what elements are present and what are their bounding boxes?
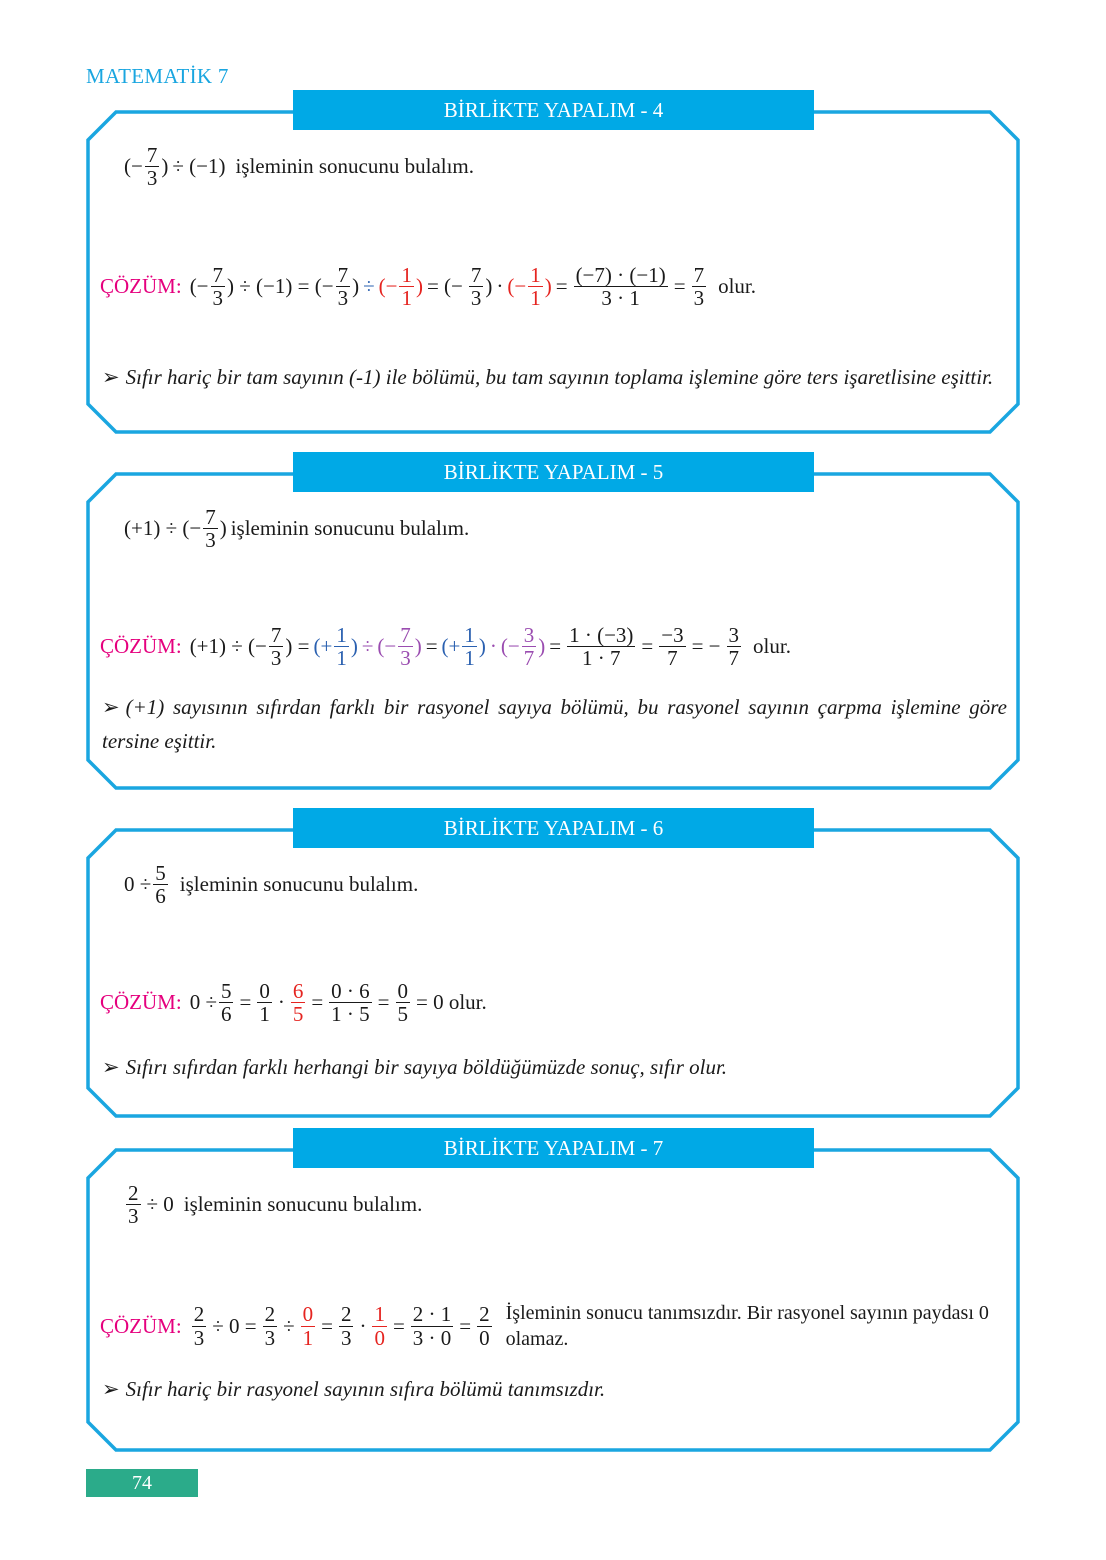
fraction: [257, 980, 272, 1025]
rule-note: [102, 690, 1007, 758]
fraction: [567, 624, 635, 669]
math-text: 2: [193, 1302, 205, 1327]
fraction: [411, 1303, 454, 1348]
fraction-highlight: [528, 264, 543, 309]
math-text: ÷: [361, 634, 374, 659]
math-text: 2: [128, 1181, 139, 1205]
math-text: 1: [530, 263, 541, 287]
fraction-highlight: [334, 624, 349, 669]
math-text: ): [414, 634, 422, 659]
math-text: (+1) ÷ (−: [189, 634, 267, 659]
math-text: 2: [340, 1302, 352, 1327]
math-text: olur.: [753, 634, 791, 659]
math-text: 0: [397, 979, 408, 1003]
math-text: ): [485, 274, 493, 299]
math-text: 0 · 6: [331, 979, 370, 1003]
math-text: 3 · 1: [601, 286, 640, 311]
math-text: ÷: [283, 1313, 295, 1338]
task-line: [124, 862, 418, 907]
rule-note: [102, 1372, 1007, 1406]
task-text: işleminin sonucunu bulalım.: [235, 154, 475, 179]
section-title-banner: BİRLİKTE YAPALIM - 4: [293, 90, 814, 130]
math-text: 1 · 7: [581, 646, 621, 671]
math-text: (−: [189, 274, 209, 299]
math-text: 7: [693, 263, 705, 287]
math-text: 1: [464, 623, 475, 647]
math-text: 5: [155, 861, 166, 885]
math-text: =: [239, 990, 252, 1015]
fraction-highlight: [398, 624, 413, 669]
math-text: (−: [507, 274, 527, 299]
fraction: [211, 264, 226, 309]
math-text: 1: [336, 623, 347, 647]
fraction-highlight: [522, 624, 537, 669]
math-text: 5: [397, 1002, 408, 1027]
fraction: [126, 1182, 141, 1227]
divide-sign: ÷: [363, 274, 375, 299]
math-text: ): [538, 634, 546, 659]
math-text: Sıfır hariç bir rasyonel sayının sıfıra bölümü tanımsızdır.: [125, 1377, 606, 1401]
fraction-highlight: [372, 1303, 387, 1348]
fraction: [336, 264, 351, 309]
section-title-banner: BİRLİKTE YAPALIM - 7: [293, 1128, 814, 1168]
task-text: işleminin sonucunu bulalım.: [183, 1192, 423, 1217]
math-text: 1 · (−3): [569, 623, 634, 647]
math-text: 7: [470, 263, 482, 287]
math-text: 3: [205, 528, 216, 553]
math-text: ·: [359, 1313, 367, 1338]
math-text: 1: [336, 646, 347, 671]
math-text: (−: [377, 634, 397, 659]
math-text: (+1) ÷ (−: [124, 516, 202, 541]
fraction: [329, 980, 372, 1025]
fraction: [145, 144, 160, 189]
math-text: 3: [270, 646, 282, 671]
arrow-bullet-icon: ➢: [102, 365, 120, 389]
fraction: [203, 506, 218, 551]
math-text: 0: [479, 1325, 490, 1350]
math-text: =: [555, 274, 568, 299]
math-text: 3: [337, 286, 349, 311]
math-text: = (−: [426, 274, 463, 299]
math-text: ÷ 0: [146, 1192, 174, 1217]
math-text: =: [392, 1313, 405, 1338]
math-text: 3: [264, 1325, 276, 1350]
fraction: [692, 264, 707, 309]
fraction: [263, 1303, 278, 1348]
fraction-highlight: [291, 980, 306, 1025]
math-text: 0: [259, 979, 270, 1003]
math-text: (+: [313, 634, 333, 659]
arrow-bullet-icon: ➢: [102, 1055, 120, 1079]
solution-label: ÇÖZÜM:: [100, 634, 182, 659]
math-text: ): [478, 634, 486, 659]
math-text: 6: [155, 884, 166, 909]
math-text: 2: [264, 1302, 276, 1327]
math-text: 3: [193, 1325, 205, 1350]
math-text: (−: [500, 634, 520, 659]
math-text: 1: [401, 286, 412, 311]
math-text: 7: [205, 505, 216, 529]
math-text: (+1) sayısının sıfırdan farklı bir rasyonel sayıya bölümü, bu rasyonel sayının çarpma işlemine göre tersine eşittir.: [102, 695, 1007, 753]
exercise-box-7: [86, 1136, 1020, 1452]
math-text: 2 · 1: [412, 1302, 452, 1327]
math-text: 1: [530, 286, 541, 311]
math-text: Sıfırı sıfırdan farklı herhangi bir sayıya böldüğümüzde sonuç, sıfır olur.: [125, 1055, 728, 1079]
page-header: MATEMATİK 7: [86, 64, 229, 88]
math-text: 5: [220, 979, 232, 1003]
math-text: 1: [401, 263, 412, 287]
fraction-highlight: [399, 264, 414, 309]
solution-line: [100, 624, 791, 669]
fraction-highlight: [301, 1303, 316, 1348]
math-text: ): [544, 274, 552, 299]
math-text: 3: [128, 1204, 139, 1229]
math-text: (−: [124, 154, 143, 179]
math-text: ): [350, 634, 358, 659]
math-text: 1: [464, 646, 475, 671]
math-text: 6: [220, 1002, 232, 1027]
math-text: ·: [496, 274, 504, 299]
math-text: 3: [470, 286, 482, 311]
solution-tail-text: İşleminin sonucu tanımsızdır. Bir rasyonel sayının paydası 0 olamaz.: [505, 1302, 989, 1350]
fraction: [153, 862, 168, 907]
task-text: işleminin sonucunu bulalım.: [179, 872, 419, 897]
exercise-box-6: [86, 816, 1020, 1118]
fraction: [477, 1303, 492, 1348]
math-text: 7: [146, 143, 158, 167]
fraction-highlight: [462, 624, 477, 669]
math-text: 0: [302, 1302, 314, 1327]
math-text: (−7) · (−1): [575, 263, 666, 287]
math-text: ·: [277, 990, 285, 1015]
math-text: =: [377, 990, 390, 1015]
math-text: ÷ 0 =: [212, 1313, 257, 1338]
math-text: 0: [374, 1325, 385, 1350]
fraction: [396, 980, 411, 1025]
math-text: ÷ (−1): [172, 154, 226, 179]
math-text: 3: [400, 646, 411, 671]
math-text: 1: [374, 1302, 385, 1327]
section-title-banner: BİRLİKTE YAPALIM - 6: [293, 808, 814, 848]
math-text: 2: [479, 1302, 490, 1327]
math-text: 3: [146, 166, 158, 191]
math-text: 1 · 5: [331, 1002, 370, 1027]
fraction: [727, 624, 742, 669]
math-text: 3: [212, 286, 224, 311]
math-text: 3: [340, 1325, 352, 1350]
rule-note: [102, 360, 1007, 394]
math-text: ): [219, 516, 227, 541]
math-text: ) =: [285, 634, 310, 659]
arrow-bullet-icon: ➢: [102, 695, 120, 719]
math-text: (−: [378, 274, 398, 299]
page-number: 74: [86, 1469, 198, 1497]
math-text: 3: [523, 623, 535, 647]
math-text: =: [311, 990, 324, 1015]
fraction: [219, 980, 234, 1025]
task-line: [124, 506, 469, 551]
fraction: [269, 624, 284, 669]
math-text: Sıfır hariç bir tam sayının (-1) ile bölümü, bu tam sayının toplama işlemine göre ters işaretlisine eşittir.: [125, 365, 994, 389]
math-text: 0 ÷: [189, 990, 217, 1015]
math-text: 7: [523, 646, 535, 671]
math-text: =: [321, 1313, 333, 1338]
math-text: 7: [337, 263, 349, 287]
math-text: 3: [693, 286, 705, 311]
math-text: olur.: [718, 274, 756, 299]
task-line: [124, 1182, 422, 1227]
arrow-bullet-icon: ➢: [102, 1377, 120, 1401]
math-text: 7: [212, 263, 224, 287]
solution-line: [100, 1300, 1020, 1352]
math-text: =: [425, 634, 438, 659]
math-text: 7: [270, 623, 282, 647]
rule-note: [102, 1050, 1007, 1084]
solution-label: ÇÖZÜM:: [100, 1313, 182, 1338]
fraction: [574, 264, 668, 309]
math-text: 7: [667, 646, 678, 671]
math-text: = 0 olur.: [416, 990, 487, 1015]
task-line: [124, 144, 474, 189]
math-text: =: [673, 274, 686, 299]
fraction: [659, 624, 685, 669]
task-text: işleminin sonucunu bulalım.: [230, 516, 470, 541]
math-text: 6: [292, 979, 304, 1003]
fraction: [339, 1303, 354, 1348]
math-text: (+: [441, 634, 461, 659]
exercise-box-4: [86, 98, 1020, 434]
math-text: 0 ÷: [124, 872, 152, 897]
math-text: 1: [302, 1325, 314, 1350]
math-text: 7: [400, 623, 411, 647]
solution-label: ÇÖZÜM:: [100, 274, 182, 299]
math-text: =: [459, 1313, 472, 1338]
solution-line: [100, 264, 756, 309]
math-text: ): [415, 274, 423, 299]
math-text: =: [641, 634, 654, 659]
math-text: =: [549, 634, 562, 659]
math-text: 7: [728, 646, 740, 671]
math-text: ·: [489, 634, 497, 659]
solution-label: ÇÖZÜM:: [100, 990, 182, 1015]
solution-line: [100, 980, 487, 1025]
math-text: = −: [691, 634, 721, 659]
exercise-box-5: [86, 460, 1020, 790]
math-text: −3: [661, 623, 684, 647]
math-text: 1: [259, 1002, 270, 1027]
section-title-banner: BİRLİKTE YAPALIM - 5: [293, 452, 814, 492]
fraction: [192, 1303, 207, 1348]
math-text: 3: [728, 623, 740, 647]
math-text: ): [352, 274, 360, 299]
math-text: 5: [292, 1002, 304, 1027]
math-text: ): [161, 154, 169, 179]
math-text: ) ÷ (−1) = (−: [227, 274, 334, 299]
math-text: 3 · 0: [412, 1325, 452, 1350]
fraction: [469, 264, 484, 309]
